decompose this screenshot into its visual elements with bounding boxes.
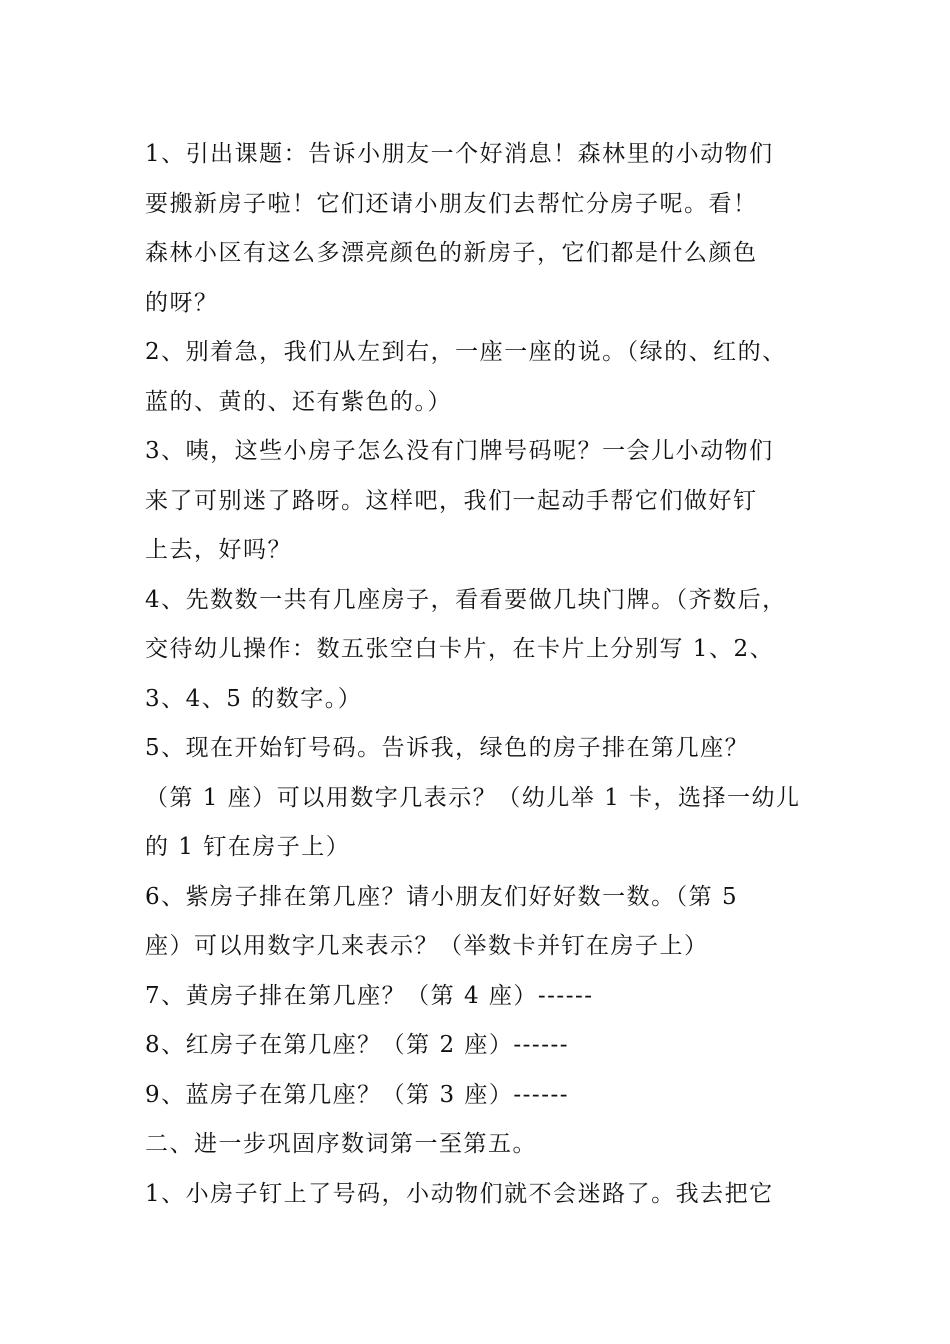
text-line: （第 1 座）可以用数字几表示？（幼儿举 1 卡，选择一幼儿 [145, 784, 801, 811]
text-line: 7、黄房子排在第几座？（第 4 座）------ [145, 982, 594, 1009]
text-line: 1、引出课题：告诉小朋友一个好消息！森林里的小动物们 [145, 141, 774, 167]
text-line: 上去，好吗？ [145, 537, 292, 563]
text-line: 9、蓝房子在第几座？（第 3 座）------ [145, 1081, 570, 1108]
text-line: 3、咦，这些小房子怎么没有门牌号码呢？一会儿小动物们 [145, 438, 774, 464]
text-line: 5、现在开始钉号码。告诉我，绿色的房子排在第几座？ [145, 735, 750, 761]
text-line: 交待幼儿操作：数五张空白卡片，在卡片上分别写 1、2、 [145, 636, 775, 662]
lesson-text [145, 130, 825, 1219]
text-line: 蓝的、黄的、还有紫色的。） [145, 388, 452, 415]
text-line: 6、紫房子排在第几座？请小朋友们好好数一数。（第 5 [145, 883, 739, 910]
text-line: 2、别着急，我们从左到右，一座一座的说。（绿的、红的、 [145, 339, 787, 365]
text-line: 要搬新房子啦！它们还请小朋友们去帮忙分房子呢。看！ [145, 190, 758, 217]
text-line: 座）可以用数字几来表示？（举数卡并钉在房子上） [145, 933, 709, 959]
text-line: 3、4、5 的数字。） [145, 685, 363, 712]
text-line: 来了可别迷了路呀。这样吧，我们一起动手帮它们做好钉 [145, 487, 758, 514]
section-heading: 二、进一步巩固序数词第一至第五。 [145, 1131, 537, 1157]
text-line: 的呀？ [145, 289, 219, 316]
text-line: 森林小区有这么多漂亮颜色的新房子，它们都是什么颜色 [145, 240, 758, 266]
text-line: 4、先数数一共有几座房子，看看要做几块门牌。（齐数后， [145, 586, 787, 613]
text-line: 8、红房子在第几座？（第 2 座）------ [145, 1032, 570, 1058]
text-line: 的 1 钉在房子上） [145, 834, 351, 860]
text-line: 1、小房子钉上了号码，小动物们就不会迷路了。我去把它 [145, 1180, 774, 1207]
